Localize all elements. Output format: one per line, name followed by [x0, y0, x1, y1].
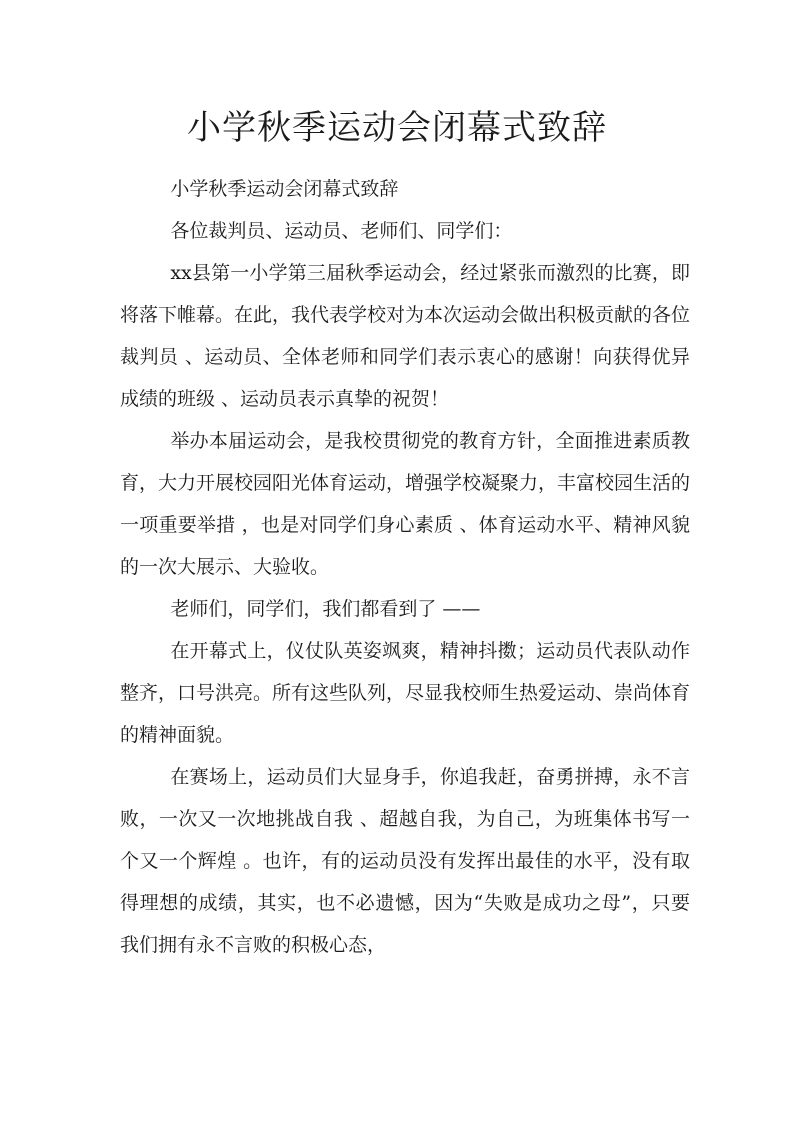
paragraph-opening-ceremony: 在开幕式上，仪仗队英姿飒爽，精神抖擞；运动员代表队动作整齐，口号洪亮。所有这些队列，尽显我校师生热爱运动、崇尚体育的精神面貌。: [120, 640, 691, 746]
document-title: 小学秋季运动会闭幕式致辞: [187, 108, 607, 148]
paragraph-opening: xx县第一小学第三届秋季运动会，经过紧张而激烈的比赛，即将落下帷幕。在此，我代表学校对为本次运动会做出积极贡献的各位裁判员 、运动员、全体老师和同学们表示衷心的感谢！向获得优异成绩的班级 、运动员表示真挚的祝贺！: [120, 262, 691, 410]
paragraph-transition: 老师们，同学们，我们都看到了 ——: [170, 598, 481, 620]
paragraph-salutation: 各位裁判员、运动员、老师们、同学们：: [170, 220, 513, 242]
paragraph-competition: 在赛场上，运动员们大显身手，你追我赶，奋勇拼搏，永不言败，一次又一次地挑战自我 、超越自我，为自己，为班集体书写一个又一个辉煌 。也许，有的运动员没有发挥出最佳的水平，没有取得理想的成绩，其实，也不必遗憾，因为“失败是成功之母”，只要我们拥有永不言败的积极心态，: [120, 766, 690, 956]
paragraph-purpose: 举办本届运动会，是我校贯彻党的教育方针，全面推进素质教育，大力开展校园阳光体育运动，增强学校凝聚力，丰富校园生活的一项重要举措 ，也是对同学们身心素质 、体育运动水平、精神风貌的一次大展示、大验收。: [120, 430, 691, 578]
document-body: [120, 168, 690, 966]
paragraph-subtitle: 小学秋季运动会闭幕式致辞: [170, 178, 399, 200]
